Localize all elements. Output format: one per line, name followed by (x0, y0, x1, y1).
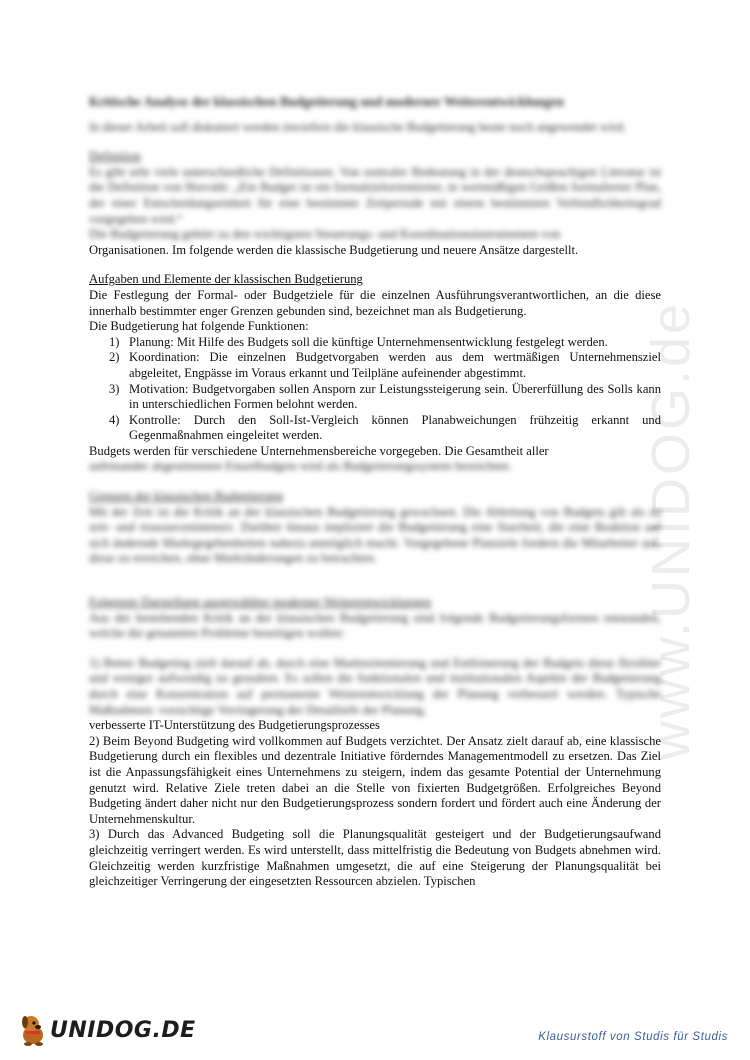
modern-intro: Aus der bestehenden Kritik an der klassischen Budgetierung sind folgende Budgetierungsformen entstanden, welche die genannten Probleme beseitigen wollen: (89, 610, 661, 641)
definition-paragraph: Es gibt sehr viele unterschiedliche Definitionen. Von zentraler Bedeutung in der deutschsprachigen Literatur ist die Definition von Horváth: „Ein Budget ist ein formalzielorientierter, in wertmäßigen Größen formulierter Plan, der einer Entscheidungseinheit für eine bestimmte Zeitperiode mit einem bestimmten Verbindlichkeitsgrad vorgegeben wird.“ (89, 164, 661, 226)
definition-heading: Definition (89, 149, 141, 164)
list-item-text: Koordination: Die einzelnen Budgetvorgaben werden aus dem wertmäßigen Unternehmensziel abgeleitet, Engpässe im Voraus erkannt und Teilpläne aufeinender abgestimmt. (129, 350, 661, 380)
limits-heading: Grenzen der klassischen Budgetierung (89, 489, 284, 504)
functions-list (89, 335, 661, 444)
list-item (89, 382, 661, 413)
unidog-logo[interactable] (18, 1010, 196, 1050)
limits-paragraph: Mit der Zeit ist die Kritik an der klassischen Budgetierung gewachsen. Die Ableitung von Budgets gilt als zu zeit- und ressourcenintensiv. Darüber hinaus impliziert die Budgetierung eine Starrheit, die eine Reaktion auf sich ändernde Marktgegebenheiten nahezu unmöglich macht. Vorgegebene Planziele fordern die Mitarbeiter auf, diese zu erreichen, ohne Marktänderungen zu betrachten. (89, 504, 661, 566)
definition-paragraph-2: Organisationen. Im folgende werden die klassische Budgetierung und neuere Ansätze dargestellt. (89, 242, 579, 257)
functions-intro: Die Budgetierung hat folgende Funktionen: (89, 319, 309, 334)
definition-paragraph-2-blurred: Die Budgetierung gehört zu den wichtigsten Steuerungs- und Koordinationsinstrumenten von (89, 227, 561, 242)
list-item-text: Motivation: Budgetvorgaben sollen Ansporn zur Leistungssteigerung sein. Übererfüllung des Solls kann in unterschiedlichen Formen belohnt werden. (129, 381, 661, 412)
advanced-budgeting-paragraph: 3) Durch das Advanced Budgeting soll die Planungsqualität gesteigert und der Budgetierungsaufwand gleichzeitig verringert werden. Es wird unterstellt, dass mittelfristig die Bedeutung von Budgets abnehmen wird. Gleichzeitig werden kurzfristige Maßnahmen umgesetzt, die auf eine Steigerung der Planungsqualität bei gleichzeitiger Verringerung der eingesetzten Ressourcen abzielen. Typischen (89, 827, 661, 889)
list-item-number: 3) (109, 381, 120, 396)
budgets-paragraph: Budgets werden für verschiedene Unternehmensbereiche vorgegeben. Die Gesamtheit aller (89, 443, 549, 458)
budgets-paragraph-blurred: aufeinander abgestimmten Einzelbudgets wird als Budgetierungssystem bezeichnet. (89, 459, 512, 474)
tasks-paragraph: Die Festlegung der Formal- oder Budgetziele für die einzelnen Ausführungsverantwortlichen, an die diese innerhalb bestimmter enger Grenzen gebunden sind, bezeichnet man als Budgetierung. (89, 287, 661, 318)
document-body (89, 94, 661, 890)
list-item-number: 1) (109, 334, 120, 349)
intro-paragraph: In dieser Arbeit soll diskutiert werden inwiefern die klassische Budgetierung heute noch angewendet wird. (89, 119, 627, 134)
watermark: www.UNIDOG.de (641, 300, 701, 760)
tasks-heading: Aufgaben und Elemente der klassischen Budgetierung (89, 272, 363, 287)
modern-heading: Folgenste Darstellung ausgewählter moderner Weiterentwicklungen (89, 595, 432, 610)
logo-text: UNIDOG.DE (50, 1017, 196, 1043)
list-item (89, 413, 661, 444)
list-item-number: 4) (109, 412, 120, 427)
better-budgeting-paragraph: 1) Better Budgeting zielt darauf ab, durch eine Marktorientierung und Entfeinerung der Budgets diese flexibler und weniger aufwendig zu gestalten. Es sollen die funktionalen und institutionalen Aspekte der Budgetierung durch eine Konzentration auf permanente Weiterentwicklung der Planung verbessert werden. Typische Maßnahmen: vorsichtige Verringerung der Detailtiefe der Planung, (89, 655, 661, 717)
beyond-budgeting-paragraph: 2) Beim Beyond Budgeting wird vollkommen auf Budgets verzichtet. Der Ansatz zielt darauf ab, eine klassische Budgetierung durch ein flexibles und dezentrale Initiative förderndes Managementmodell zu ersetzen. Das Ziel ist die Anpassungsfähigkeit eines Unternehmens zu steigern, indem das gesamte Potential der Unternehmung genutzt wird. Relative Ziele treten dabei an die Stelle von fixierten Budgetgrößen. Erfolgreiches Beyond Budgeting ändert daher nicht nur den Budgetierungsprozess sondern fordert und fördert auch eine Änderung der Unternehmenskultur. (89, 733, 661, 826)
list-item-text: Kontrolle: Durch den Soll-Ist-Vergleich können Planabweichungen frühzeitig erkannt und Gegenmaßnahmen eingeleitet werden. (129, 412, 661, 443)
document-title: Kritische Analyse der klassischen Budgetierung und moderner Weiterentwicklungen (89, 94, 564, 109)
list-item (89, 335, 661, 351)
footer-claim: Klausurstoff von Studis für Studis (538, 1031, 728, 1043)
better-budgeting-tail: verbesserte IT-Unterstützung des Budgetierungsprozesses (89, 718, 380, 733)
list-item (89, 350, 661, 381)
list-item-text: Planung: Mit Hilfe des Budgets soll die künftige Unternehmensentwicklung festgelegt werden. (129, 334, 608, 349)
list-item-number: 2) (109, 350, 120, 365)
dog-mascot-icon (18, 1013, 48, 1047)
